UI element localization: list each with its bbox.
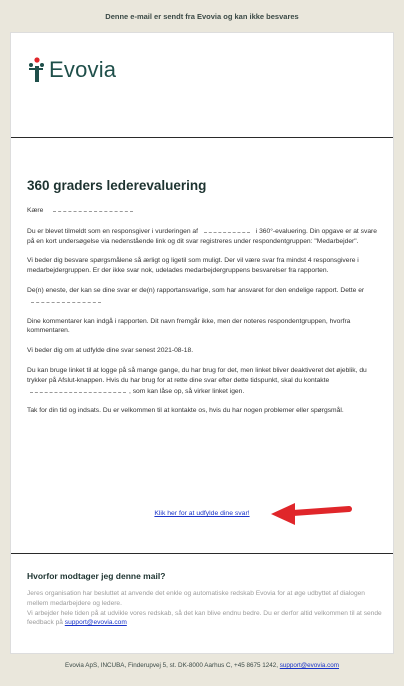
email-body xyxy=(27,205,379,426)
section-divider xyxy=(11,553,393,554)
paragraph-3: De(n) eneste, der kan se dine svar er de(n) rapportansvarlige, som har ansvaret for den endelige rapport. Dette er xyxy=(27,286,379,307)
paragraph-1: Du er blevet tilmeldt som en responsgiver i vurderingen af i 360°-evaluering. Din opgave er at svare på en kort undersøgelse via nedenstående link og dit svar registreres under respondentgruppen: "Medarbejder". xyxy=(27,227,377,245)
greeting-line xyxy=(27,205,379,216)
why-text xyxy=(27,589,383,628)
footer-email-link[interactable]: support@evovia.com xyxy=(279,662,339,669)
email-title: 360 graders lederevaluering xyxy=(27,178,207,193)
header-divider xyxy=(11,137,393,138)
why-paragraph-2: Vi arbejder hele tiden på at udvikle vores redskab, så det kan blive endnu bedre. Du er derfor altid velkommen til at sende feedback på support@evovia.com xyxy=(27,609,382,627)
greeting: Kære xyxy=(27,207,44,214)
report-owner-blank xyxy=(31,296,101,303)
red-arrow-icon xyxy=(267,499,353,529)
paragraph-5: Vi beder dig om at udfylde dine svar senest 2021-08-18. xyxy=(27,347,194,355)
evovia-logo xyxy=(27,57,116,83)
person-name-blank xyxy=(204,226,250,233)
why-paragraph-1: Jeres organisation har besluttet at anvende det enkle og automatiske redskab Evovia for at øge udbyttet af dialogen mellem medarbejdere og ledere. xyxy=(27,590,365,607)
footer xyxy=(0,662,404,669)
logo-text: Evovia xyxy=(49,57,117,82)
email-card xyxy=(10,32,394,654)
support-email-link[interactable]: support@evovia.com xyxy=(64,619,127,627)
contact-person-blank xyxy=(30,386,126,393)
paragraph-7: Tak for din tid og indsats. Du er velkommen til at kontakte os, hvis du har nogen problemer eller spørgsmål. xyxy=(27,407,344,415)
footer-address: Evovia ApS, INCUBA, Finderupvej 5, st. DK-8000 Aarhus C, +45 8675 1242, xyxy=(65,662,278,669)
evovia-logo-icon xyxy=(27,57,45,83)
sender-banner: Denne e-mail er sendt fra Evovia og kan ikke besvares xyxy=(105,11,299,21)
paragraph-6: Du kan bruge linket til at logge på så mange gange, du har brug for det, men linket bliver deaktiveret det øjeblik, du trykker på Afslut-knappen. Hvis du har brug for at rette dine svar efter dette tidspunkt, skal du kontakte , som kan låse op, så virker linket igen. xyxy=(27,366,367,395)
recipient-name-blank xyxy=(53,205,133,212)
paragraph-4: Dine kommentarer kan indgå i rapporten. Dit navn fremgår ikke, men der noteres respondentgruppen, hvorfra kommentaren. xyxy=(27,317,351,335)
why-heading: Hvorfor modtager jeg denne mail? xyxy=(27,571,166,581)
survey-link[interactable]: Klik her for at udfylde dine svar! xyxy=(154,510,250,517)
paragraph-2: Vi beder dig besvare spørgsmålene så ærligt og ligetil som muligt. Der vil være svar fra mindst 4 responsgivere i medarbejdergruppen. Er der ikke svar nok, udelades medarbejdergruppens besvarelser fra rapporten. xyxy=(27,257,359,275)
